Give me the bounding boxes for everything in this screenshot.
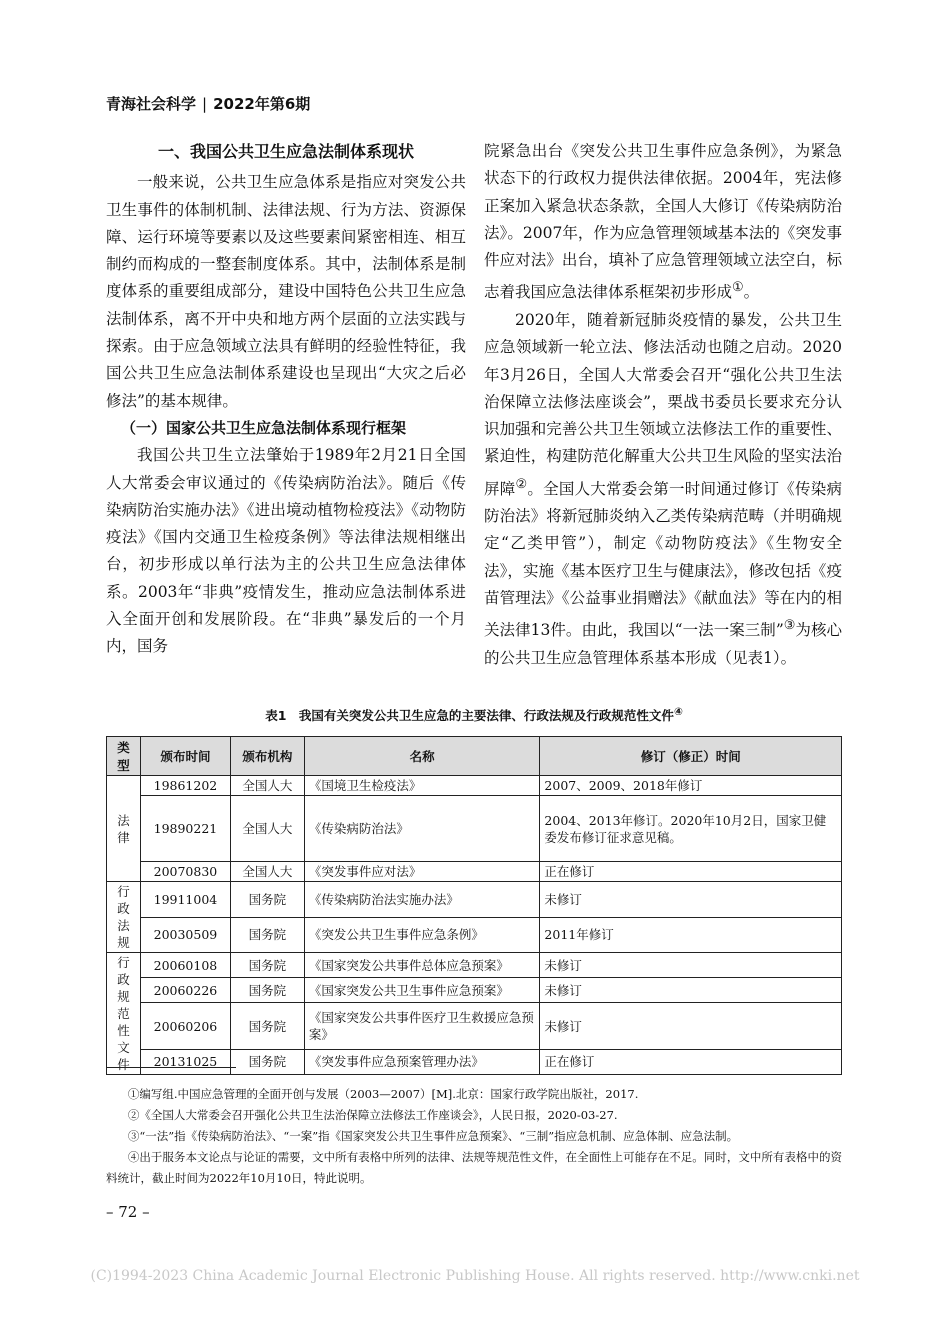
- journal-name: 青海社会科学: [106, 95, 197, 113]
- footnotes: [106, 1084, 842, 1189]
- table-row: [107, 862, 842, 882]
- table-row: [107, 796, 842, 862]
- header-revision: 修订（修正）时间: [540, 737, 842, 776]
- revision-cell: 未修订: [540, 1003, 842, 1050]
- date-cell: 20131025: [140, 1049, 230, 1074]
- paragraph-text: 。全国人大常委会第一时间通过修订《传染病防治法》将新冠肺炎纳入乙类传染病范畴（并明确规定“乙类甲管”），制定《动物防疫法》《生物安全法》，实施《基本医疗卫生与健康法》，修改包括《疫苗管理法》《公益事业捐赠法》《献血法》等在内的相关法律13件。由此，我国以“一法一案三制”: [484, 479, 842, 640]
- name-cell: 《突发事件应对法》: [304, 862, 540, 882]
- table-header-row: [107, 737, 842, 776]
- name-cell: 《国家突发公共事件医疗卫生救援应急预案》: [304, 1003, 540, 1050]
- paragraph: [484, 307, 842, 672]
- footnote: ③“一法”指《传染病防治法》、“一案”指《国家突发公共卫生事件应急预案》、“三制”指应急机制、应急体制、应急法制。: [127, 1129, 739, 1143]
- footnote: ②《全国人大常委会召开强化公共卫生法治保障立法修法工作座谈会》，人民日报，2020-03-27.: [127, 1108, 618, 1122]
- header-type: 类型: [107, 737, 141, 776]
- name-cell: 《传染病防治法实施办法》: [304, 882, 540, 918]
- copyright-watermark: (C)1994-2023 China Academic Journal Electronic Publishing House. All rights reserved. http://www.cnki.net: [90, 1268, 860, 1284]
- date-cell: 19890221: [140, 796, 230, 862]
- revision-cell: 正在修订: [540, 862, 842, 882]
- footnote: ①编写组.中国应急管理的全面开创与发展（2003—2007）[M].北京：国家行政学院出版社，2017.: [127, 1087, 639, 1101]
- paragraph-text: 为核心的公共卫生应急管理体系基本形成（见表1）。: [484, 621, 842, 667]
- section-title: 一、我国公共卫生应急法制体系现状: [157, 142, 414, 161]
- table-caption: [106, 706, 842, 724]
- header-name: 名称: [304, 737, 540, 776]
- header-date: 颁布时间: [140, 737, 230, 776]
- org-cell: 国务院: [230, 917, 304, 953]
- paragraph-continued: [484, 138, 842, 307]
- table-row: [107, 978, 842, 1003]
- org-cell: 国务院: [230, 1003, 304, 1050]
- name-cell: 《突发公共卫生事件应急条例》: [304, 917, 540, 953]
- name-cell: 《传染病防治法》: [304, 796, 540, 862]
- table-row: [107, 917, 842, 953]
- running-header: [106, 93, 310, 114]
- type-cell: 行政法规: [107, 882, 141, 953]
- table-row: [107, 953, 842, 978]
- revision-cell: 未修订: [540, 953, 842, 978]
- org-cell: 全国人大: [230, 776, 304, 796]
- law-table: [106, 736, 842, 1075]
- subsection-title: （一）国家公共卫生应急法制体系现行框架: [121, 418, 407, 437]
- name-cell: 《国家突发公共卫生事件应急预案》: [304, 978, 540, 1003]
- paragraph-text: 2020年，随着新冠肺炎疫情的暴发，公共卫生应急领域新一轮立法、修法活动也随之启动。2020年3月26日，全国人大常委会召开“强化公共卫生法治保障立法修法座谈会”，栗战书委员长要求充分认识加强和完善公共卫生领域立法修法工作的重要性、紧迫性，构建防范化解重大公共卫生风险的坚实法治屏障: [484, 310, 842, 498]
- header-org: 颁布机构: [230, 737, 304, 776]
- org-cell: 国务院: [230, 882, 304, 918]
- revision-cell: 未修订: [540, 882, 842, 918]
- footnote-divider: [106, 1067, 236, 1068]
- date-cell: 20060206: [140, 1003, 230, 1050]
- name-cell: 《突发事件应急预案管理办法》: [304, 1049, 540, 1074]
- paragraph-text: 。: [743, 283, 760, 302]
- revision-cell: 2004、2013年修订。2020年10月2日，国家卫健委发布修订征求意见稿。: [540, 796, 842, 862]
- table-caption-text: 表1 我国有关突发公共卫生应急的主要法律、行政法规及行政规范性文件: [265, 708, 674, 724]
- table-row: [107, 1003, 842, 1050]
- table-row: [107, 776, 842, 796]
- date-cell: 19911004: [140, 882, 230, 918]
- revision-cell: 未修订: [540, 978, 842, 1003]
- org-cell: 全国人大: [230, 796, 304, 862]
- revision-cell: 2007、2009、2018年修订: [540, 776, 842, 796]
- date-cell: 19861202: [140, 776, 230, 796]
- name-cell: 《国境卫生检疫法》: [304, 776, 540, 796]
- type-cell: 法律: [107, 776, 141, 882]
- org-cell: 全国人大: [230, 862, 304, 882]
- revision-cell: 正在修订: [540, 1049, 842, 1074]
- date-cell: 20030509: [140, 917, 230, 953]
- org-cell: 国务院: [230, 1049, 304, 1074]
- paragraph-text: 院紧急出台《突发公共卫生事件应急条例》，为紧急状态下的行政权力提供法律依据。2004年，宪法修正案加入紧急状态条款，全国人大修订《传染病防治法》。2007年，作为应急管理领域基本法的《突发事件应对法》出台，填补了应急管理领域立法空白，标志着我国应急法律体系框架初步形成: [484, 142, 842, 302]
- header-separator: |: [202, 95, 208, 113]
- date-cell: 20070830: [140, 862, 230, 882]
- paragraph: 一般来说，公共卫生应急体系是指应对突发公共卫生事件的体制机制、法律法规、行为方法、资源保障、运行环境等要素以及这些要素间紧密相连、相互制约而构成的一整套制度体系。其中，法制体系是制度体系的重要组成部分，建设中国特色公共卫生应急法制体系，离不开中央和地方两个层面的立法实践与探索。由于应急领域立法具有鲜明的经验性特征，我国公共卫生应急法制体系建设也呈现出“大灾之后必修法”的基本规律。: [106, 173, 466, 410]
- date-cell: 20060108: [140, 953, 230, 978]
- date-cell: 20060226: [140, 978, 230, 1003]
- footnote-marker: ①: [732, 280, 744, 296]
- table-row: [107, 1049, 842, 1074]
- org-cell: 国务院: [230, 978, 304, 1003]
- footnote-marker: ②: [515, 476, 528, 492]
- footnote: ④出于服务本文论点与论证的需要，文中所有表格中所列的法律、法规等规范性文件，在全面性上可能存在不足。同时，文中所有表格中的资料统计，截止时间为2022年10月10日，特此说明。: [106, 1150, 842, 1185]
- org-cell: 国务院: [230, 953, 304, 978]
- revision-cell: 2011年修订: [540, 917, 842, 953]
- name-cell: 《国家突发公共事件总体应急预案》: [304, 953, 540, 978]
- type-cell: 行政规范性文件: [107, 953, 141, 1075]
- paragraph: 我国公共卫生立法肇始于1989年2月21日全国人大常委会审议通过的《传染病防治法》。随后《传染病防治实施办法》《进出境动植物检疫法》《动物防疫法》《国内交通卫生检疫条例》等法律法规相继出台，初步形成以单行法为主的公共卫生应急法律体系。2003年“非典”疫情发生，推动应急法制体系进入全面开创和发展阶段。在“非典”暴发后的一个月内，国务: [106, 446, 466, 656]
- table-row: [107, 882, 842, 918]
- journal-issue: 2022年第6期: [213, 95, 311, 113]
- page-number: – 72 –: [106, 1203, 150, 1221]
- right-column: [484, 138, 842, 672]
- left-column: [106, 138, 466, 661]
- footnote-marker: ③: [783, 618, 796, 634]
- footnote-marker: ④: [673, 706, 683, 718]
